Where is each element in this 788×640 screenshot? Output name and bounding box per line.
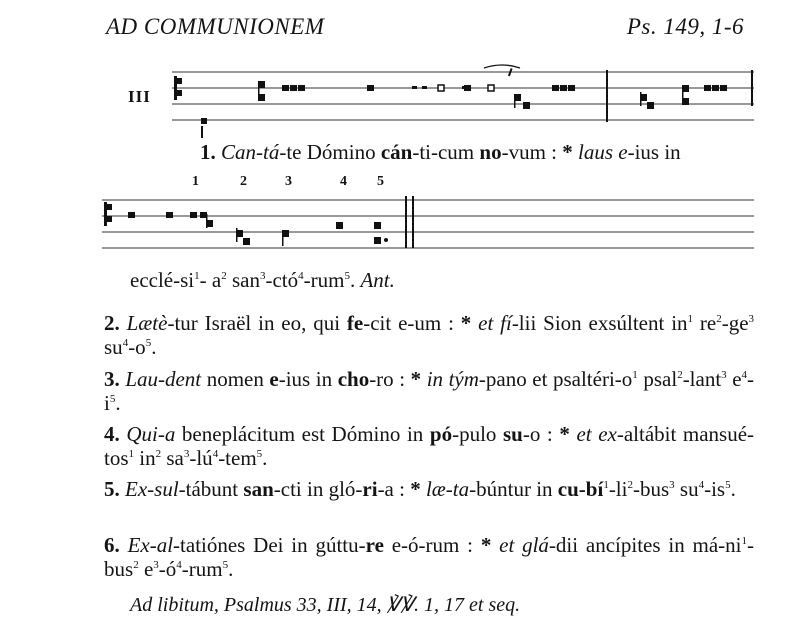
verse-text: in	[134, 446, 156, 470]
verse-text: .	[349, 268, 361, 292]
staff-number: 1	[192, 174, 199, 189]
staff-number: 4	[340, 174, 347, 189]
staff-number: 3	[285, 174, 292, 189]
syllable-marker: 5	[344, 270, 350, 282]
verse-text: in tým	[426, 367, 479, 391]
syllable-marker: 4	[176, 559, 182, 571]
verse-text: sa	[161, 446, 184, 470]
verse-text: Qui-a	[126, 422, 176, 446]
verse-text: beneplácitum est Dómino in	[175, 422, 430, 446]
verse-text: et fí	[478, 311, 512, 335]
verse-text: -a :	[377, 477, 411, 501]
verse-text: -ius in	[278, 367, 338, 391]
verse-text: -bus	[632, 477, 670, 501]
syllable-marker: 3	[259, 270, 266, 282]
verse-text: - a	[199, 268, 222, 292]
verse-text: *	[410, 477, 426, 501]
verse-text: laus e	[578, 140, 628, 164]
verse-text: -te Dómino	[279, 140, 381, 164]
verse-text: *	[460, 311, 479, 335]
verse-text: -is	[704, 477, 726, 501]
verse-text: -ti-cum	[412, 140, 480, 164]
verse-text: pó	[429, 422, 453, 446]
syllable-marker: 3	[748, 313, 755, 325]
verse-text: -dii ancípites in má-ni	[548, 533, 742, 557]
verse-text: ecclé-si	[130, 268, 195, 292]
syllable-marker: 4	[122, 337, 129, 349]
verse-text: Ex-sul	[125, 477, 179, 501]
verse-text: -pano et psaltéri-o	[478, 367, 633, 391]
verse-text: -lú	[189, 446, 213, 470]
syllable-marker: 5	[256, 448, 263, 460]
verse-number: 4.	[104, 422, 127, 446]
verse-text: e-ó-rum :	[383, 533, 481, 557]
verse-text: Ex-al	[127, 533, 174, 557]
syllable-marker: 4	[741, 369, 748, 381]
verse-text: e	[138, 557, 154, 581]
verse-text: .	[151, 335, 157, 359]
page-title: AD COMMUNIONEM	[106, 14, 325, 39]
verse-text: -o	[128, 335, 146, 359]
verse-text: su	[104, 335, 123, 359]
staff-numbers	[0, 174, 788, 194]
verse-text: læ-ta	[425, 477, 470, 501]
verse-6	[104, 533, 754, 581]
syllable-marker: 1	[128, 448, 135, 460]
verse-text: -tem	[218, 446, 257, 470]
verse-text: nomen	[201, 367, 270, 391]
verse-text: et glá	[499, 533, 549, 557]
syllable-marker: 2	[677, 369, 683, 381]
syllable-marker: 2	[627, 479, 633, 491]
verse-text: -ó	[158, 557, 177, 581]
verse-text: su	[674, 477, 699, 501]
syllable-marker: 2	[133, 559, 139, 571]
verse-text: cán	[380, 140, 413, 164]
syllable-marker: 1	[632, 369, 638, 381]
syllable-marker: 1	[741, 535, 747, 547]
syllable-marker: 2	[155, 448, 162, 460]
verse-number: 5.	[104, 477, 125, 501]
verse-text: *	[480, 533, 500, 557]
syllable-marker: 2	[716, 313, 722, 325]
verse-text: -bus	[104, 533, 754, 581]
verse-text: -ius in	[627, 140, 681, 164]
verse-text: -ge	[721, 311, 749, 335]
verse-2	[104, 311, 754, 359]
verse-text: et ex	[576, 422, 617, 446]
verse-text: *	[410, 367, 427, 391]
verse-text: Ant.	[360, 268, 395, 292]
chant-staff-1	[172, 64, 756, 140]
verse-text: cu-bí	[557, 477, 604, 501]
verse-4	[104, 422, 754, 470]
verse-text: -rum	[303, 268, 345, 292]
staff-number: 2	[240, 174, 247, 189]
footer-note: Ad libitum, Psalmus 33, III, 14, ℣℣. 1, 17 et seq.	[130, 594, 521, 616]
verse-text: -li	[608, 477, 628, 501]
syllable-marker: 5	[145, 337, 152, 349]
verse-text: ri	[362, 477, 378, 501]
verse-text: -i	[104, 367, 755, 415]
verse-text: -ctó	[265, 268, 299, 292]
verse-text: fe	[346, 311, 364, 335]
syllable-marker: 5	[222, 559, 229, 571]
verse-text: cho	[337, 367, 370, 391]
verse-3	[104, 367, 754, 415]
verse-text: Lætè	[126, 311, 168, 335]
syllable-marker: 1	[603, 479, 609, 491]
verse-text: e	[726, 367, 742, 391]
verse-text: .	[730, 477, 736, 501]
staff-number: 5	[377, 174, 384, 189]
verse-text: Can-tá	[221, 140, 280, 164]
syllable-marker: 3	[153, 559, 159, 571]
syllable-marker: 5	[725, 479, 731, 491]
verse-text: .	[228, 557, 234, 581]
verse-text: *	[559, 422, 577, 446]
verse-text: psal	[637, 367, 678, 391]
verse-5	[104, 477, 754, 501]
verse-text: re	[693, 311, 717, 335]
verse-text: -cit e-um :	[363, 311, 461, 335]
verse-text: -tábunt	[178, 477, 244, 501]
verse-number: 2.	[104, 311, 127, 335]
syllable-marker: 3	[669, 479, 675, 491]
syllable-marker: 1	[687, 313, 694, 325]
verse-text: -ro :	[369, 367, 411, 391]
verse-text: -o :	[522, 422, 560, 446]
c-clef-icon	[104, 202, 112, 226]
verse-text: Lau-dent	[125, 367, 202, 391]
syllable-marker: 5	[109, 393, 116, 405]
verse-text: -altábit mansué-tos	[104, 422, 755, 470]
verse-text: san	[226, 268, 260, 292]
verse-text: -tatiónes Dei in gúttu-	[173, 533, 366, 557]
verse-number: 6.	[104, 533, 128, 557]
verse-number: 1.	[200, 140, 216, 164]
verse-text: -tur Israël in eo, qui	[167, 311, 347, 335]
verse-number: 3.	[104, 367, 126, 391]
syllable-marker: 4	[212, 448, 219, 460]
verse-text: -cti in gló-	[273, 477, 363, 501]
syllable-marker: 3	[721, 369, 727, 381]
mode-label: III	[128, 87, 151, 106]
verse-text: -lant	[682, 367, 722, 391]
verse-text: su	[503, 422, 523, 446]
verse-1-line-2	[130, 268, 395, 293]
syllable-marker: 3	[183, 448, 190, 460]
verse-text: *	[562, 140, 578, 164]
verse-text: e	[269, 367, 279, 391]
syllable-marker: 4	[298, 270, 304, 282]
verse-text: re	[365, 533, 384, 557]
verse-text: -rum	[181, 557, 223, 581]
syllable-marker: 4	[698, 479, 705, 491]
verse-1-line-1	[200, 140, 681, 165]
verse-text: -lii Sion exsúltent in	[511, 311, 688, 335]
verse-text: -búntur in	[469, 477, 558, 501]
psalm-reference: Ps. 149, 1-6	[626, 14, 744, 39]
verse-text: -pulo	[452, 422, 503, 446]
verse-text: no	[479, 140, 502, 164]
verse-text: .	[262, 446, 268, 470]
verse-text: .	[115, 391, 121, 415]
syllable-marker: 2	[221, 270, 227, 282]
verse-text: -vum :	[501, 140, 563, 164]
chant-staff-2	[102, 192, 756, 256]
syllable-marker: 1	[194, 270, 200, 282]
verse-text: san	[243, 477, 274, 501]
